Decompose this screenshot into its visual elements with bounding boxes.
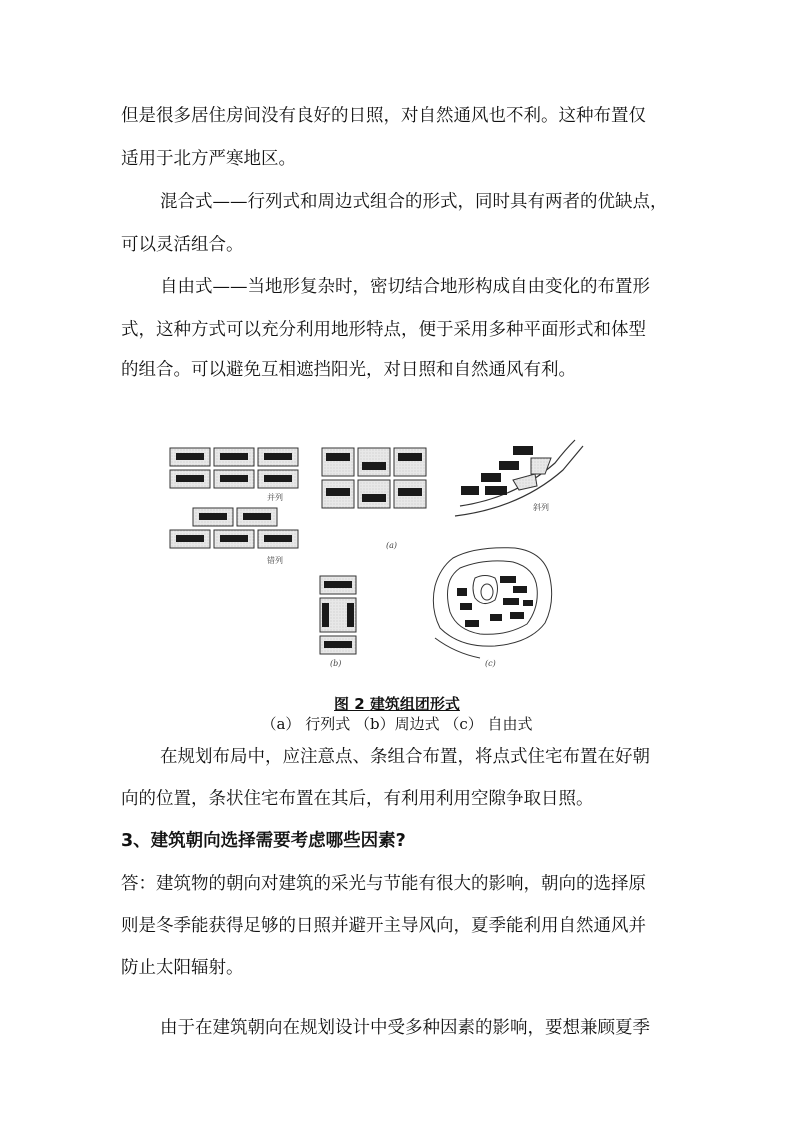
building-cluster-figure: [135, 428, 595, 678]
p2-line2: 可以灵活组合。: [121, 235, 244, 255]
p6-line1: 由于在建筑朝向在规划设计中受多种因素的影响，要想兼顾夏季: [160, 1018, 650, 1038]
section-heading: 3、建筑朝向选择需要考虑哪些因素?: [121, 831, 406, 851]
label-binglie: 并列: [267, 493, 283, 502]
freeform-layout-diagram: [433, 548, 551, 668]
p4-line2: 向的位置，条状住宅布置在其后，有利用利用空隙争取日照。: [121, 789, 594, 809]
p4-line1: 在规划布局中，应注意点、条组合布置，将点式住宅布置在好朝: [160, 747, 650, 767]
p1-line1: 但是很多居住房间没有良好的日照，对自然通风也不利。这种布置仅: [121, 106, 646, 126]
p5-line1: 答：建筑物的朝向对建筑的采光与节能有很大的影响，朝向的选择原: [121, 874, 646, 894]
p3-line2: 式，这种方式可以充分利用地形特点，便于采用多种平面形式和体型: [121, 320, 646, 340]
label-cuolie: 错列: [267, 556, 283, 565]
figure-drawing: [135, 428, 595, 678]
grid-layout-diagram: [322, 448, 426, 550]
perimeter-layout-diagram: [320, 576, 356, 668]
label-b: (b): [330, 659, 342, 668]
figure-caption-title: 图 2 建筑组团形式: [334, 695, 460, 713]
p3-line3: 的组合。可以避免互相遮挡阳光，对日照和自然通风有利。: [121, 360, 576, 380]
figure-caption-subtitle: （a） 行列式 （b）周边式 （c） 自由式: [261, 715, 533, 733]
oblique-layout-diagram: [455, 440, 583, 516]
p5-line3: 防止太阳辐射。: [121, 958, 244, 978]
staggered-rows-diagram: [170, 508, 298, 565]
p5-line2: 则是冬季能获得足够的日照并避开主导风向，夏季能利用自然通风并: [121, 916, 646, 936]
p2-line1: 混合式——行列式和周边式组合的形式，同时具有两者的优缺点，: [160, 192, 668, 212]
label-a: (a): [386, 541, 398, 550]
label-xielie: 斜列: [533, 503, 549, 512]
parallel-rows-diagram: [170, 448, 298, 502]
label-c: (c): [485, 659, 496, 668]
p3-line1: 自由式——当地形复杂时，密切结合地形构成自由变化的布置形: [160, 277, 650, 297]
p1-line2: 适用于北方严寒地区。: [121, 149, 296, 169]
